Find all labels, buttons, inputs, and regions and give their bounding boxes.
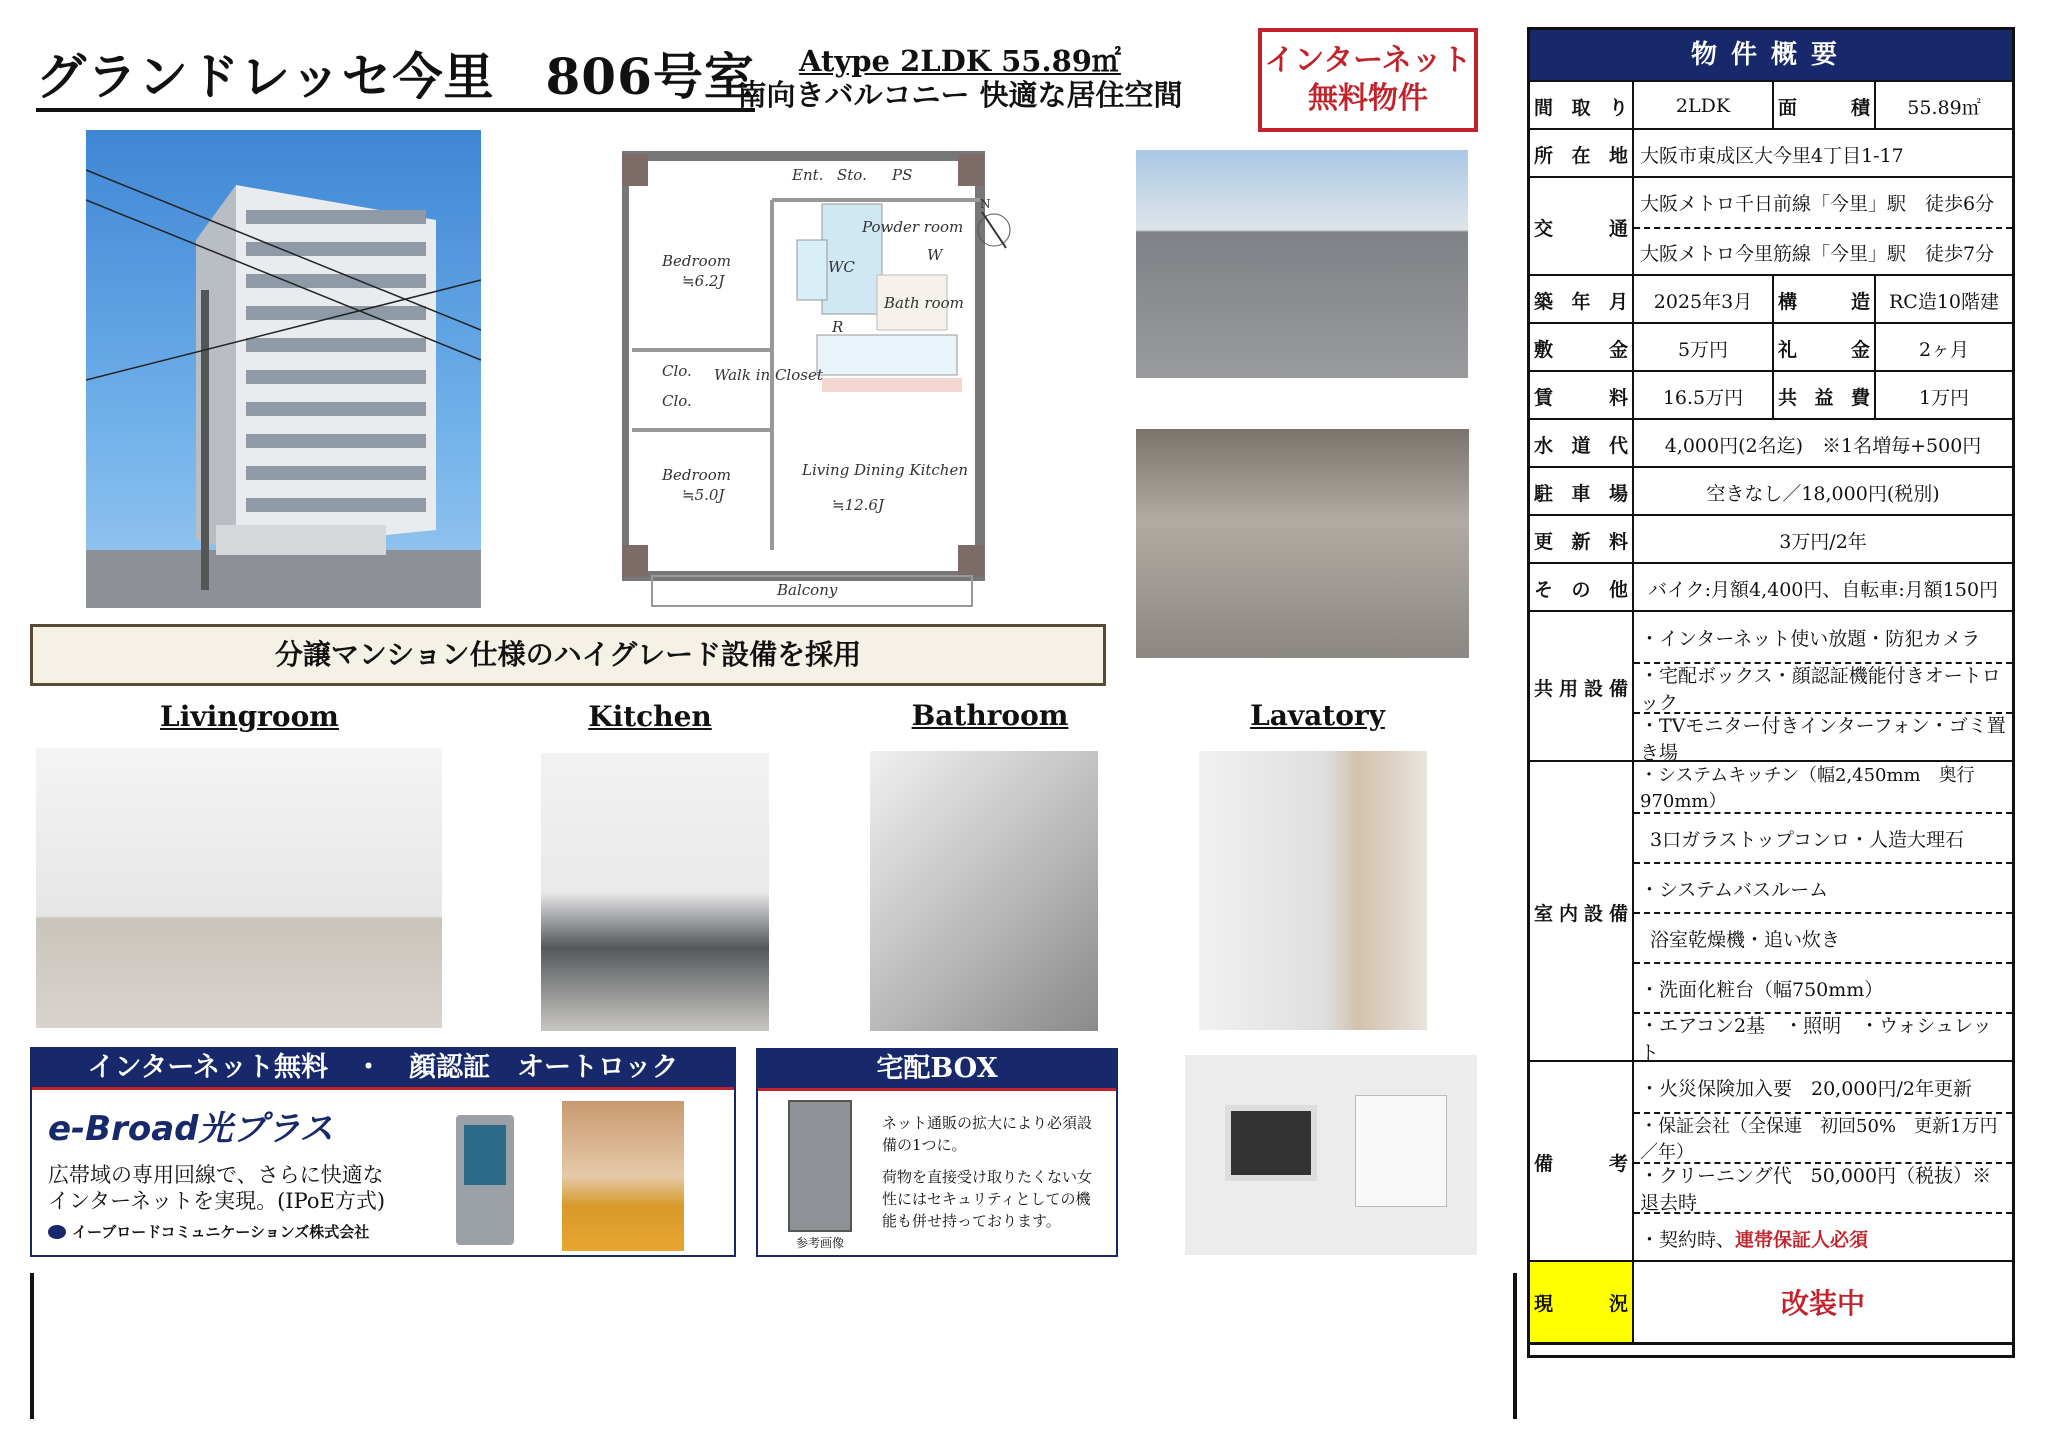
internet-promo-heading: インターネット無料 ・ 顔認証 オートロック — [32, 1049, 734, 1090]
status-value: 改装中 — [1780, 1287, 1865, 1320]
shared-item-1: ・インターネット使い放題・防犯カメラ — [1640, 627, 1981, 650]
fp-ent: Ent. — [792, 166, 824, 184]
key-money-label: 礼 金 — [1772, 324, 1876, 372]
row-address — [1530, 128, 2012, 178]
remarks-item-2: ・保証会社（全保連 初回50% 更新1万円／年） — [1634, 1112, 2012, 1162]
floor-plan — [622, 120, 1042, 620]
plan-type: Atype 2LDK 55.89㎡ — [799, 44, 1121, 78]
interior-label: 室 内 設 備 — [1530, 762, 1634, 1062]
remarks-item-1: ・火災保険加入要 20,000円/2年更新 — [1640, 1077, 1972, 1100]
row-shared-facilities — [1530, 610, 2012, 762]
delivery-box-icon — [788, 1100, 852, 1232]
property-summary-table — [1527, 27, 2015, 1358]
guarantor-required: 連帯保証人必須 — [1735, 1228, 1869, 1251]
fp-r: R — [832, 318, 844, 336]
bathroom-photo — [870, 751, 1098, 1031]
label-livingroom: Livingroom — [160, 700, 339, 733]
delivery-box-heading: 宅配BOX — [758, 1050, 1116, 1091]
interior-item-1: ・システムキッチン（幅2,450mm 奥行970mm） — [1640, 765, 1975, 812]
row-water — [1530, 418, 2012, 468]
delivery-box-text1: ネット通販の拡大により必須設備の1つに。 — [882, 1114, 1093, 1154]
water-value: 4,000円(2名迄) ※1名増毎+500円 — [1664, 434, 1982, 457]
built-label: 築 年 月 — [1530, 276, 1634, 324]
plan-heading — [700, 44, 1220, 112]
shared-item-2: ・宅配ボックス・顔認証機能付きオートロック — [1634, 662, 2012, 712]
kitchen-photo — [541, 753, 769, 1031]
parking-label: 駐 車 場 — [1530, 468, 1634, 516]
row-interior — [1530, 760, 2012, 1062]
high-grade-banner: 分譲マンション仕様のハイグレード設備を採用 — [30, 624, 1106, 686]
row-other — [1530, 562, 2012, 612]
menseki-value: 55.89㎡ — [1907, 96, 1981, 119]
fp-bedroom1: Bedroom — [662, 252, 731, 270]
interior-item-3: ・システムバスルーム — [1634, 862, 2012, 912]
label-kitchen: Kitchen — [588, 700, 712, 733]
address-value: 大阪市東成区大今里4丁目1-17 — [1640, 144, 1904, 167]
fp-walkin: Walk in Closet — [714, 366, 823, 384]
built-value: 2025年3月 — [1653, 290, 1753, 313]
shared-label: 共 用 設 備 — [1530, 612, 1634, 762]
internet-promo — [30, 1047, 736, 1257]
floor-plan-drawing — [622, 120, 1042, 620]
entrance-approach-photo — [1136, 150, 1468, 378]
remarks-item-4 — [1634, 1212, 2012, 1262]
interior-item-4: 浴室乾燥機・追い炊き — [1634, 912, 2012, 962]
fp-sto: Sto. — [837, 166, 867, 184]
address-label: 所 在 地 — [1530, 130, 1634, 178]
row-parking — [1530, 466, 2012, 516]
label-bathroom: Bathroom — [911, 699, 1069, 732]
row-deposit — [1530, 322, 2012, 372]
row-transport — [1530, 176, 2012, 276]
interior-item-5: ・洗面化粧台（幅750mm） — [1634, 962, 2012, 1012]
rent-label: 賃 料 — [1530, 372, 1634, 420]
fp-wc: WC — [828, 258, 855, 276]
transport-label: 交 通 — [1530, 178, 1634, 276]
menseki-label: 面 積 — [1772, 82, 1876, 130]
row-madori — [1530, 80, 2012, 130]
parking-value: 空きなし／18,000円(税別) — [1706, 482, 1940, 505]
remarks-item-3: ・クリーニング代 50,000円（税抜）※退去時 — [1634, 1162, 2012, 1212]
fp-bath: Bath room — [884, 294, 964, 312]
internet-promo-text1: 広帯域の専用回線で、さらに快適な — [48, 1163, 384, 1187]
interior-item-2: 3口ガラストップコンロ・人造大理石 — [1634, 812, 2012, 862]
building-exterior-photo — [86, 130, 481, 608]
deposit-label: 敷 金 — [1530, 324, 1634, 372]
remarks-label: 備 考 — [1530, 1062, 1634, 1262]
ebroad-icon — [48, 1225, 66, 1239]
entrance-hall-photo — [1136, 429, 1469, 658]
fp-w: W — [927, 246, 943, 264]
other-value: バイク:月額4,400円、自転車:月額150円 — [1647, 578, 1999, 601]
fp-bedroom1-size: ≒6.2J — [682, 272, 725, 290]
row-built — [1530, 274, 2012, 324]
fp-bedroom2-size: ≒5.0J — [682, 486, 725, 504]
internet-free-badge — [1258, 28, 1478, 132]
property-title: グランドレッセ今里 806号室 — [36, 48, 755, 112]
badge-line1: インターネット — [1264, 43, 1472, 78]
label-lavatory: Lavatory — [1250, 699, 1385, 732]
row-rent — [1530, 370, 2012, 420]
key-money-value: 2ヶ月 — [1918, 338, 1970, 361]
renewal-label: 更 新 料 — [1530, 516, 1634, 564]
intercom-photo — [1185, 1055, 1477, 1255]
delivery-box-text2: 荷物を直接受け取りたくない女性にはセキュリティとしての機能も併せ持っております。 — [882, 1168, 1093, 1230]
row-remarks — [1530, 1060, 2012, 1262]
water-label: 水 道 代 — [1530, 420, 1634, 468]
delivery-box-caption: 参考画像 — [796, 1236, 845, 1250]
shared-item-3: ・TVモニター付きインターフォン・ゴミ置き場 — [1634, 712, 2012, 762]
face-recognition-device-icon — [456, 1115, 514, 1245]
company-name: イーブロードコミュニケーションズ株式会社 — [72, 1223, 370, 1241]
fp-balcony: Balcony — [777, 581, 838, 599]
status-label: 現 況 — [1530, 1262, 1634, 1342]
woman-photo — [562, 1101, 684, 1251]
interior-item-6: ・エアコン2基 ・照明 ・ウォシュレット — [1634, 1012, 2012, 1062]
livingroom-photo — [36, 748, 442, 1028]
remarks-item-4-prefix: ・契約時、 — [1640, 1228, 1736, 1251]
fp-north: N — [980, 197, 991, 211]
ebroad-company — [48, 1221, 369, 1242]
other-label: そ の 他 — [1530, 564, 1634, 612]
internet-promo-text2: インターネットを実現。(IPoE方式) — [48, 1189, 386, 1213]
row-renewal — [1530, 514, 2012, 564]
structure-value: RC造10階建 — [1888, 290, 2000, 313]
deposit-value: 5万円 — [1677, 338, 1729, 361]
row-status — [1530, 1260, 2012, 1345]
madori-value: 2LDK — [1675, 95, 1731, 117]
transport-value-1: 大阪メトロ千日前線「今里」駅 徒歩6分 — [1640, 193, 1995, 215]
fp-clo2: Clo. — [662, 392, 692, 410]
structure-label: 構 造 — [1772, 276, 1876, 324]
rent-value: 16.5万円 — [1662, 386, 1744, 409]
common-fee-value: 1万円 — [1918, 386, 1970, 409]
building-illustration — [86, 130, 481, 608]
renewal-value: 3万円/2年 — [1779, 530, 1867, 553]
fp-clo1: Clo. — [662, 362, 692, 380]
lavatory-photo — [1199, 751, 1427, 1030]
fp-ldk: Living Dining Kitchen — [802, 461, 969, 479]
delivery-box-promo — [756, 1048, 1118, 1257]
madori-label: 間 取 り — [1530, 82, 1634, 130]
summary-heading: 物件概要 — [1530, 30, 2012, 80]
fp-powder: Powder room — [862, 218, 964, 236]
fp-ldk-size: ≒12.6J — [832, 496, 884, 514]
plan-subtitle: 南向きバルコニー 快適な居住空間 — [737, 78, 1183, 112]
bottom-frame-left — [30, 1273, 34, 1419]
fp-ps: PS — [892, 166, 913, 184]
transport-value-2: 大阪メトロ今里筋線「今里」駅 徒歩7分 — [1634, 227, 2012, 276]
fp-bedroom2: Bedroom — [662, 466, 731, 484]
badge-line2: 無料物件 — [1308, 81, 1428, 116]
bottom-frame-right — [1513, 1273, 1517, 1419]
ebroad-logo: e-Broad光プラス — [48, 1109, 334, 1149]
common-fee-label: 共 益 費 — [1772, 372, 1876, 420]
